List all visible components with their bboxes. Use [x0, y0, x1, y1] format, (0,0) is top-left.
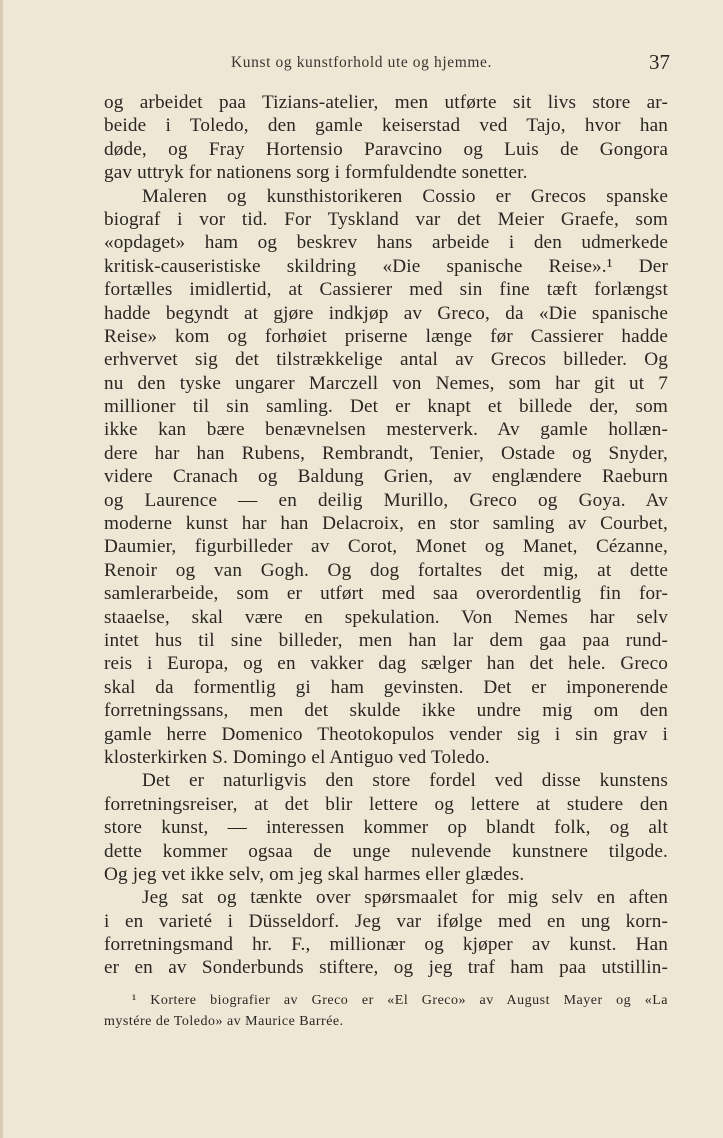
- text-line: «opdaget» ham og beskrev hans arbeide i den udmerkede: [104, 232, 668, 254]
- text-line: forretningsreiser, at det blir lettere og lettere at studere den: [104, 793, 668, 815]
- text-line: nu den tyske ungarer Marczell von Nemes, som har git ut 7: [104, 372, 668, 394]
- text-line: gav uttryk for nationens sorg i formfuldendte sonetter.: [104, 162, 528, 184]
- text-line: Renoir og van Gogh. Og dog fortaltes det mig, at dette: [104, 559, 668, 581]
- text-line: kritisk-causeristiske skildring «Die spanische Reise».¹ Der: [104, 255, 668, 277]
- text-line: reis i Europa, og en vakker dag sælger han det hele. Greco: [104, 653, 668, 675]
- text-line: ikke kan bære benævnelsen mesterverk. Av gamle hollæn-: [104, 419, 668, 441]
- text-line: døde, og Fray Hortensio Paravcino og Luis de Gongora: [104, 138, 668, 160]
- text-line: fortælles imidlertid, at Cassierer med sin fine tæft forlængst: [104, 279, 668, 301]
- text-line: biograf i vor tid. For Tyskland var det Meier Graefe, som: [104, 208, 668, 230]
- text-line: og Laurence — en deilig Murillo, Greco og Goya. Av: [104, 489, 668, 511]
- footnote-line: mystére de Toledo» av Maurice Barrée.: [104, 1014, 344, 1029]
- text-line: Jeg sat og tænkte over spørsmaalet for mig selv en aften: [142, 887, 668, 909]
- text-line: Det er naturligvis den store fordel ved disse kunstens: [142, 770, 668, 792]
- text-line: Daumier, figurbilleder av Corot, Monet og Manet, Cézanne,: [104, 536, 668, 558]
- running-header-title: Kunst og kunstforhold ute og hjemme.: [231, 54, 492, 71]
- text-line: klosterkirken S. Domingo el Antiguo ved Toledo.: [104, 746, 490, 768]
- text-line: moderne kunst har han Delacroix, en stor samling av Courbet,: [104, 513, 668, 535]
- footnotes: [104, 990, 668, 1032]
- text-line: forretningsmand hr. F., millionær og kjøper av kunst. Han: [104, 934, 668, 956]
- text-line: gamle herre Domenico Theotokopulos vender sig i sin grav i: [104, 723, 668, 745]
- page-edge: [0, 0, 3, 1138]
- text-line: forretningssans, men det skulde ikke undre mig om den: [104, 700, 668, 722]
- text-line: millioner til sin samling. Det er knapt et billede der, som: [104, 396, 668, 418]
- text-line: dere har han Rubens, Rembrandt, Tenier, Ostade og Snyder,: [104, 442, 668, 464]
- text-line: erhvervet sig det tilstrækkelige antal av Grecos billeder. Og: [104, 349, 668, 371]
- text-line: Og jeg vet ikke selv, om jeg skal harmes eller glædes.: [104, 863, 525, 885]
- text-line: videre Cranach og Baldung Grien, av englændere Raeburn: [104, 466, 668, 488]
- text-line: store kunst, — interessen kommer op blandt folk, og alt: [104, 817, 668, 839]
- text-line: samlerarbeide, som er utført med saa overordentlig fin for-: [104, 583, 668, 605]
- text-line: staaelse, skal være en spekulation. Von Nemes har selv: [104, 606, 668, 628]
- text-line: skal da formentlig gi ham gevinsten. Det er imponerende: [104, 676, 668, 698]
- text-line: og arbeidet paa Tizians-atelier, men utførte sit livs store ar-: [104, 92, 668, 113]
- footnote-line: ¹ Kortere biografier av Greco er «El Greco» av August Mayer og «La: [132, 993, 668, 1008]
- text-line: beide i Toledo, den gamle keiserstad ved Tajo, hvor han: [104, 115, 668, 137]
- text-line: Maleren og kunsthistorikeren Cossio er Grecos spanske: [142, 185, 668, 207]
- body-text: [104, 91, 668, 980]
- text-line: er en av Sonderbunds stiftere, og jeg traf ham paa utstillin-: [104, 957, 668, 979]
- text-line: i en varieté i Düsseldorf. Jeg var ifølge med en ung korn-: [104, 910, 668, 932]
- text-line: intet hus til sine billeder, men han lar dem gaa paa rund-: [104, 629, 668, 651]
- text-line: dette kommer ogsaa de unge nulevende kunstnere tilgode.: [104, 840, 668, 862]
- page-number: 37: [649, 50, 670, 74]
- text-line: hadde begyndt at gjøre indkjøp av Greco, da «Die spanische: [104, 302, 668, 324]
- text-line: Reise» kom og forhøiet priserne længe før Cassierer hadde: [104, 325, 668, 347]
- running-header: [0, 50, 723, 80]
